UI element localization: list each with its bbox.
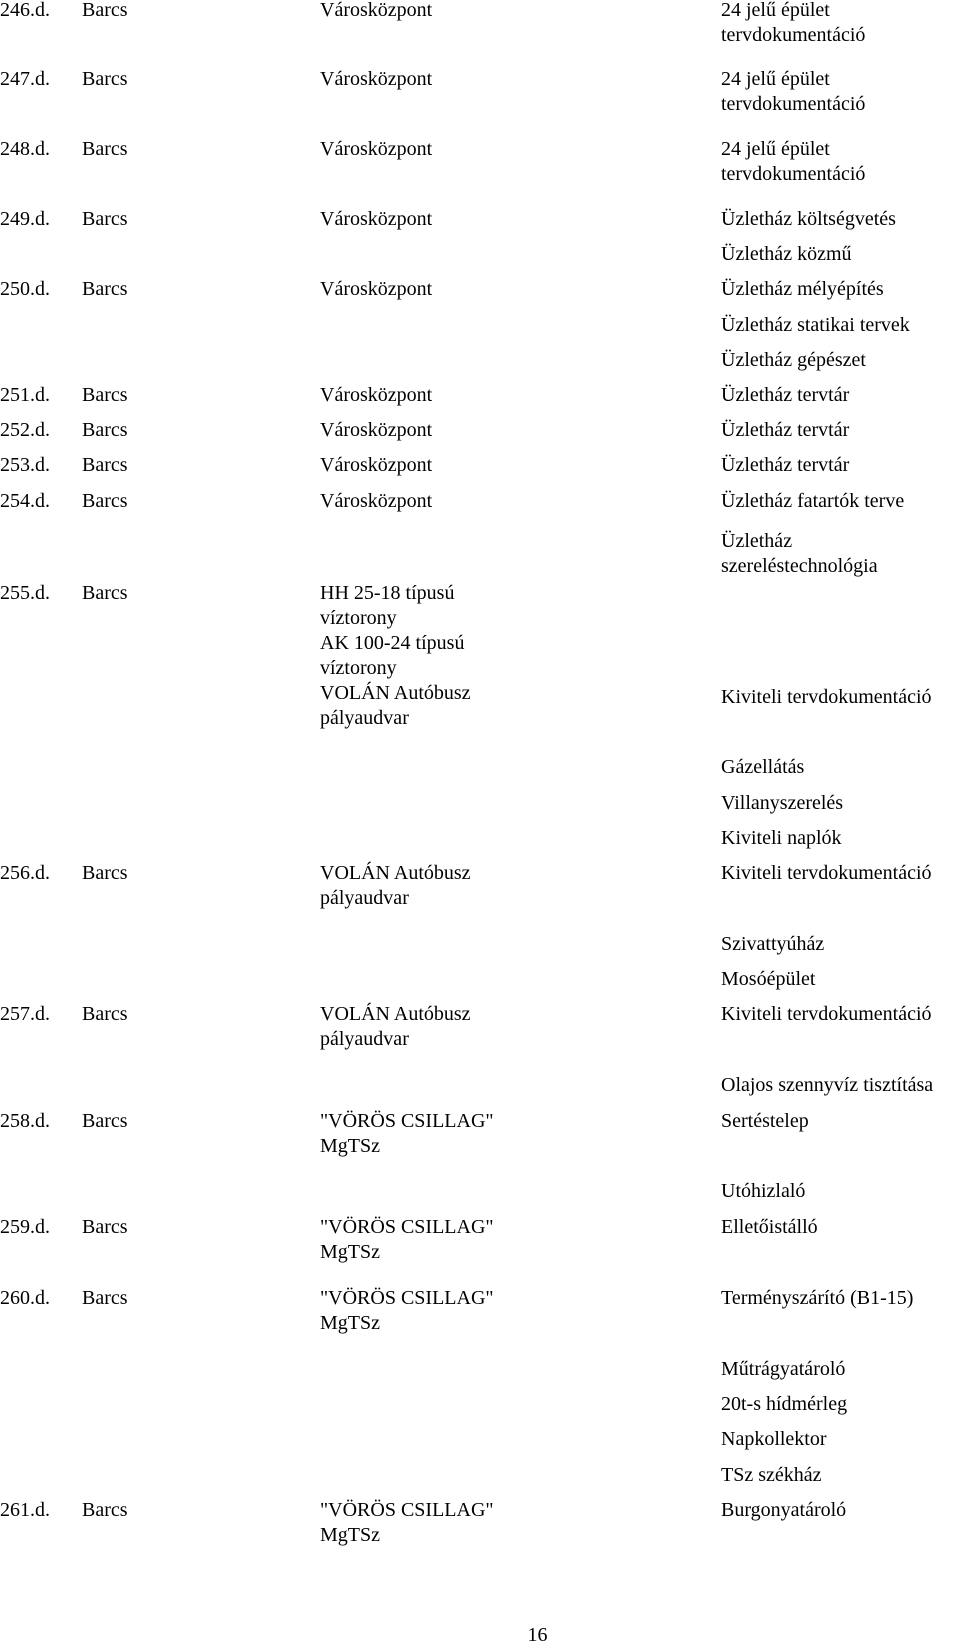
record-location: MgTSz [320, 1312, 380, 1334]
record-location: víztorony [320, 657, 397, 679]
record-location: "VÖRÖS CSILLAG" [320, 1216, 494, 1238]
record-number: 251.d. [0, 384, 50, 406]
record-location: pályaudvar [320, 1028, 409, 1050]
record-document: tervdokumentáció [721, 24, 866, 46]
record-document: Elletőistálló [721, 1216, 818, 1238]
record-location: Városközpont [320, 208, 433, 230]
record-location: pályaudvar [320, 707, 409, 729]
record-location: Városközpont [320, 0, 433, 21]
record-document: Üzletház gépészet [721, 349, 866, 371]
record-document: Terményszárító (B1-15) [721, 1287, 914, 1309]
record-location: VOLÁN Autóbusz [320, 862, 471, 884]
record-location: Városközpont [320, 490, 433, 512]
record-document: Üzletház statikai tervek [721, 314, 910, 336]
record-number: 257.d. [0, 1003, 50, 1025]
record-document: 20t-s hídmérleg [721, 1393, 848, 1415]
record-location: víztorony [320, 607, 397, 629]
record-document: 24 jelű épület [721, 138, 830, 160]
record-location: "VÖRÖS CSILLAG" [320, 1499, 494, 1521]
record-location: Városközpont [320, 419, 433, 441]
record-document: Burgonyatároló [721, 1499, 847, 1521]
record-number: 249.d. [0, 208, 50, 230]
record-location: VOLÁN Autóbusz [320, 682, 471, 704]
record-number: 253.d. [0, 454, 50, 476]
record-city: Barcs [82, 862, 128, 884]
record-location: "VÖRÖS CSILLAG" [320, 1110, 494, 1132]
record-city: Barcs [82, 278, 128, 300]
record-document: tervdokumentáció [721, 93, 866, 115]
record-document: Gázellátás [721, 756, 805, 778]
record-location: Városközpont [320, 138, 433, 160]
record-location: Városközpont [320, 454, 433, 476]
record-number: 248.d. [0, 138, 50, 160]
record-document: 24 jelű épület [721, 68, 830, 90]
record-document: Sertéstelep [721, 1110, 809, 1132]
record-document: 24 jelű épület [721, 0, 830, 21]
record-city: Barcs [82, 419, 128, 441]
record-document: Mosóépület [721, 968, 816, 990]
record-document: Kiviteli naplók [721, 827, 842, 849]
record-document: Napkollektor [721, 1428, 827, 1450]
record-city: Barcs [82, 384, 128, 406]
record-document: szereléstechnológia [721, 555, 878, 577]
record-location: pályaudvar [320, 887, 409, 909]
record-location: HH 25-18 típusú [320, 582, 455, 604]
record-city: Barcs [82, 1003, 128, 1025]
record-number: 246.d. [0, 0, 50, 21]
record-number: 258.d. [0, 1110, 50, 1132]
record-number: 256.d. [0, 862, 50, 884]
record-number: 250.d. [0, 278, 50, 300]
record-location: MgTSz [320, 1241, 380, 1263]
page-number: 16 [527, 1624, 548, 1646]
record-city: Barcs [82, 582, 128, 604]
record-document: Üzletház [721, 530, 793, 552]
record-number: 259.d. [0, 1216, 50, 1238]
record-document: Üzletház fatartók terve [721, 490, 905, 512]
record-number: 254.d. [0, 490, 50, 512]
record-document: Műtrágyatároló [721, 1358, 846, 1380]
record-city: Barcs [82, 1216, 128, 1238]
record-city: Barcs [82, 0, 128, 21]
record-document: Üzletház költségvetés [721, 208, 896, 230]
record-city: Barcs [82, 208, 128, 230]
record-location: Városközpont [320, 278, 433, 300]
record-number: 255.d. [0, 582, 50, 604]
record-document: tervdokumentáció [721, 163, 866, 185]
record-document: Villanyszerelés [721, 792, 844, 814]
record-city: Barcs [82, 1499, 128, 1521]
record-location: MgTSz [320, 1135, 380, 1157]
record-location: Városközpont [320, 68, 433, 90]
record-document: Üzletház mélyépítés [721, 278, 884, 300]
record-location: VOLÁN Autóbusz [320, 1003, 471, 1025]
record-number: 252.d. [0, 419, 50, 441]
record-document: Kiviteli tervdokumentáció [721, 1003, 932, 1025]
record-document: Utóhizlaló [721, 1180, 806, 1202]
record-location: MgTSz [320, 1524, 380, 1546]
record-number: 247.d. [0, 68, 50, 90]
record-document: Szivattyúház [721, 933, 825, 955]
record-city: Barcs [82, 1110, 128, 1132]
record-city: Barcs [82, 454, 128, 476]
record-location: AK 100-24 típusú [320, 632, 465, 654]
record-document: Üzletház tervtár [721, 419, 850, 441]
record-document: Kiviteli tervdokumentáció [721, 862, 932, 884]
record-city: Barcs [82, 138, 128, 160]
record-document: Üzletház közmű [721, 243, 852, 265]
record-number: 261.d. [0, 1499, 50, 1521]
record-city: Barcs [82, 68, 128, 90]
record-document: Olajos szennyvíz tisztítása [721, 1074, 934, 1096]
record-city: Barcs [82, 490, 128, 512]
record-document: Üzletház tervtár [721, 384, 850, 406]
record-location: "VÖRÖS CSILLAG" [320, 1287, 494, 1309]
record-document: Kiviteli tervdokumentáció [721, 686, 932, 708]
record-city: Barcs [82, 1287, 128, 1309]
record-document: Üzletház tervtár [721, 454, 850, 476]
record-document: TSz székház [721, 1464, 822, 1486]
record-number: 260.d. [0, 1287, 50, 1309]
record-location: Városközpont [320, 384, 433, 406]
